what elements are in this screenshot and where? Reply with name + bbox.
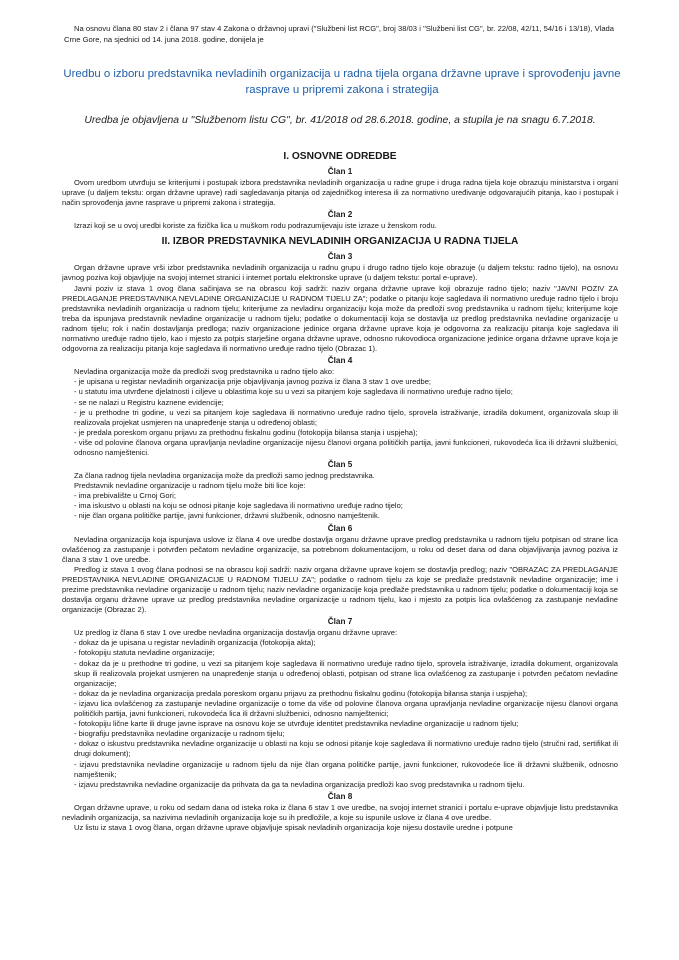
list-item: - dokaz da je u prethodne tri godine, u vezi sa pitanjem koje sagledava ili normativno uređuje radno tijelo, sprovela istraživanje, izradila dokument, organizovala skup ili realizovala projekat usmjeren na unapređenje stanja u određenoj oblasti, potpisan od strane lica ovlašćenog za zastupanje i potvrđen pečatom nevladine organizacije; — [74, 658, 618, 688]
preamble-text: Na osnovu člana 80 stav 2 i člana 97 stav 4 Zakona o državnoj upravi ("Službeni list RCG", broj 38/03 i "Službeni list CG", br. 22/08, 42/11, 54/16 i 13/18), Vlada Crne Gore, na sjednici od 14. juna 2018. godine, donijela je — [64, 23, 614, 44]
list-item: - ima iskustvo u oblasti na koju se odnosi pitanje koje sagledava ili normativno uređuje radno tijelo; — [74, 501, 403, 511]
document-body — [62, 146, 618, 833]
list-item: - se ne nalazi u Registru kaznene evidencije; — [74, 397, 224, 407]
article-heading: Član 2 — [327, 210, 353, 220]
paragraph: Predlog iz stava 1 ovog člana podnosi se na obrascu koji sadrži: naziv organa državne uprave kojem se dostavlja predlog; naziv "OBRAZAC ZA PREDLAGANJE PREDSTAVNIKA NEVLADINE ORGANIZACIJE U RADNOM TIJELU ZA"; podatke o radnom tijelu za koje se predlaže predstavnik nevladine organizacije; ime i prezime predstavnika nevladine organizacije u radnom tijelu; naziv nevladine organizacije koja predlaže predstavnika u radnom tijelu; podatke o dokumentaciji koja se dostavlja organu državne uprave uz predlog predstavnika nevladine organizacije u radnom tijelu, kao i mjesto za potpis lica ovlašćenog za zastupanje nevladine organizacije (Obrazac 2). — [62, 564, 618, 615]
list-item: - fotokopiju statuta nevladine organizacije; — [74, 648, 215, 658]
article-heading: Član 8 — [327, 791, 353, 801]
list-item: - nije član organa političke partije, javni funkcioner, državni službenik, odnosno namještenik. — [74, 511, 380, 521]
article-heading: Član 4 — [327, 356, 353, 366]
paragraph: Organ državne uprave, u roku od sedam dana od isteka roka iz člana 6 stav 1 ove uredbe, na svojoj internet stranici i portalu e-uprave objavljuje listu predstavnika nevladinih organizacija, sa nazivima nevladinih organizacija koje su ih predložile, a koje su ispunile uslove iz člana 4 ove uredbe. — [62, 802, 618, 822]
list-item: - dokaz da je upisana u registar nevladinih organizacija (fotokopija akta); — [74, 638, 316, 648]
paragraph: Nevladina organizacija koja ispunjava uslove iz člana 4 ove uredbe dostavlja organu državne uprave predlog predstavnika u radnom tijelu potpisan od strane lica ovlašćenog za zastupanje i potvrđen pečatom nevladine organizacije, sa potrebnom dokumentacijom, u roku od deset dana od dana objavljivanja javnog poziva iz člana 3 stav 1 ove uredbe. — [62, 534, 618, 564]
list-item: - izjavu lica ovlašćenog za zastupanje nevladine organizacije o tome da više od polovine članova organa upravljanja nevladine organizacije nijesu članovi organa političkih partija, javni funkcioneri, rukovodeća lica ili državni službenici, odnosno namještenici; — [74, 698, 618, 719]
article-heading: Član 6 — [327, 523, 353, 533]
list-item: - biografiju predstavnika nevladine organizacije u radnom tijelu; — [74, 729, 285, 739]
paragraph: Za člana radnog tijela nevladina organizacija može da predloži samo jednog predstavnika. — [74, 471, 375, 481]
paragraph: Izrazi koji se u ovoj uredbi koriste za fizička lica u muškom rodu podrazumijevaju iste izraze u ženskom rodu. — [74, 221, 437, 231]
list-item: - dokaz da je nevladina organizacija predala poreskom organu prijavu za prethodnu fiskalnu godinu (fotokopija bilansa stanja i uspjeha); — [74, 688, 528, 698]
article-heading: Član 1 — [327, 167, 353, 176]
paragraph: Javni poziv iz stava 1 ovog člana sačinjava se na obrascu koji sadrži: naziv organa državne uprave koji obrazuje radno tijelo; naziv "JAVNI POZIV ZA PREDLAGANJE PREDSTAVNIKA NEVLADINE ORGANIZACIJE U RADNOM TIJELU ZA"; podatke o pitanju koje sagledava ili normativno uređuje radno tijelo i broju predstavnika nevladinih organizacija u radnom tijelu; kriterijume za nevladinu organizaciju koja može da predloži svog predstavnika u radnom tijelu; kriterijume koje treba da ispunjava predstavnik nevladine organizacije u radnom tijelu; podatke o dokumentaciji koja se dostavlja uz predlog predstavnika nevladine organizacije u radnom tijelu; rok i način dostavljanja predloga; naziv organizacione jedinice organa državne uprave koja je odgovorna za realizaciju pitanja koje sagledava ili normativno uređuje radno tijelo, kao i mjesto za potpis starješine organa državne uprave, odnosno rukovodioca organizacione jedinice organa državne uprave koja je odgovorna za realizaciju pitanja koje sagledava ili normativno uređuje radno tijelo (Obrazac 1). — [62, 283, 618, 354]
paragraph: Predstavnik nevladine organizacije u radnom tijelu može biti lice koje: — [74, 481, 306, 491]
list-item: - je predala poreskom organu prijavu za prethodnu fiskalnu godinu (fotokopija bilansa stanja i uspjeha); — [74, 427, 418, 437]
paragraph: Uz predlog iz člana 6 stav 1 ove uredbe nevladina organizacija dostavlja organu državne uprave: — [74, 628, 398, 638]
article-heading: Član 3 — [327, 252, 353, 262]
list-item: - ima prebivalište u Crnoj Gori; — [74, 491, 176, 501]
list-item: - fotokopiju lične karte ili druge javne isprave na osnovu koje se utvrđuje identitet predstavnika nevladine organizacije u radnom tijelu; — [74, 719, 519, 729]
article-heading: Član 5 — [327, 460, 353, 470]
article-heading: Član 7 — [327, 617, 353, 627]
document-title: Uredbu o izboru predstavnika nevladinih organizacija u radna tijela organa državne uprave i sprovođenju javne rasprave u pripremi zakona i strategija — [63, 68, 621, 96]
list-item: - izjavu predstavnika nevladine organizacije u radnom tijelu da nije član organa političke partije, javni funkcioner, rukovodeće lice ili državni službenik, odnosno namještenik; — [74, 759, 618, 779]
list-item: - u statutu ima utvrđene djelatnosti i ciljeve u oblastima koje su u vezi sa pitanjem koje sagledava ili normativno uređuje radno tijelo; — [74, 387, 513, 397]
paragraph: Uz listu iz stava 1 ovog člana, organ državne uprave objavljuje spisak nevladinih organizacija koje nijesu dostavile uredne i potpune — [74, 822, 513, 832]
paragraph: Organ državne uprave vrši izbor predstavnika nevladinih organizacija u radnu grupu i drugo radno tijelo koje obrazuje (u daljem tekstu: radno tijelo), na osnovu javnog poziva koji objavljuje na svojoj internet stranici i internet portalu elektronske uprave (u daljem tekstu: portal e-uprave). — [62, 263, 618, 283]
list-item: - je u prethodne tri godine, u vezi sa pitanjem koje sagledava ili normativno uređuje radno tijelo, sprovela istraživanje, izradila dokument, organizovala skup ili realizovala projekat usmjeren na unapređenje stanja u određenoj oblasti; — [74, 407, 618, 427]
chapter-heading: I. OSNOVNE ODREDBE — [283, 151, 397, 162]
chapter-heading: II. IZBOR PREDSTAVNIKA NEVLADINIH ORGANIZACIJA U RADNA TIJELA — [161, 236, 519, 248]
paragraph: Nevladina organizacija može da predloži svog predstavnika u radno tijelo ako: — [74, 367, 335, 377]
list-item: - dokaz o iskustvu predstavnika nevladine organizacije u oblasti na koju se odnosi pitanje koje sagledava ili normativno uređuje radno tijelo (stručni rad, sertifikat ili drugi dokument); — [74, 739, 618, 759]
list-item: - je upisana u registar nevladinih organizacija prije objavljivanja javnog poziva iz člana 3 stav 1 ove uredbe; — [74, 377, 432, 387]
list-item: - izjavu predstavnika nevladine organizacije da prihvata da ga ta nevladina organizacija predloži kao svog predstavnika u radnom tijelu. — [74, 779, 525, 789]
publication-note: Uredba je objavljena u "Službenom listu CG", br. 41/2018 od 28.6.2018. godine, a stupila je na snagu 6.7.2018. — [84, 115, 596, 126]
paragraph: Ovom uredbom utvrđuju se kriterijumi i postupak izbora predstavnika nevladinih organizacija u radne grupe i druga radna tijela koje obrazuju ministarstva i organi uprave (u daljem tekstu: organ državne uprave) radi sagledavanja pitanja od zajedničkog interesa ili za normativno uređivanje odgovarajućih pitanja, kao i postupak i način sprovođenja javne rasprave u pripremi zakona i strategija. — [62, 178, 618, 208]
list-item: - više od polovine članova organa upravljanja nevladine organizacije nijesu članovi organa političkih partija, javni funkcioneri, rukovodeća lica ili državni službenici, odnosno namještenici. — [74, 437, 618, 457]
